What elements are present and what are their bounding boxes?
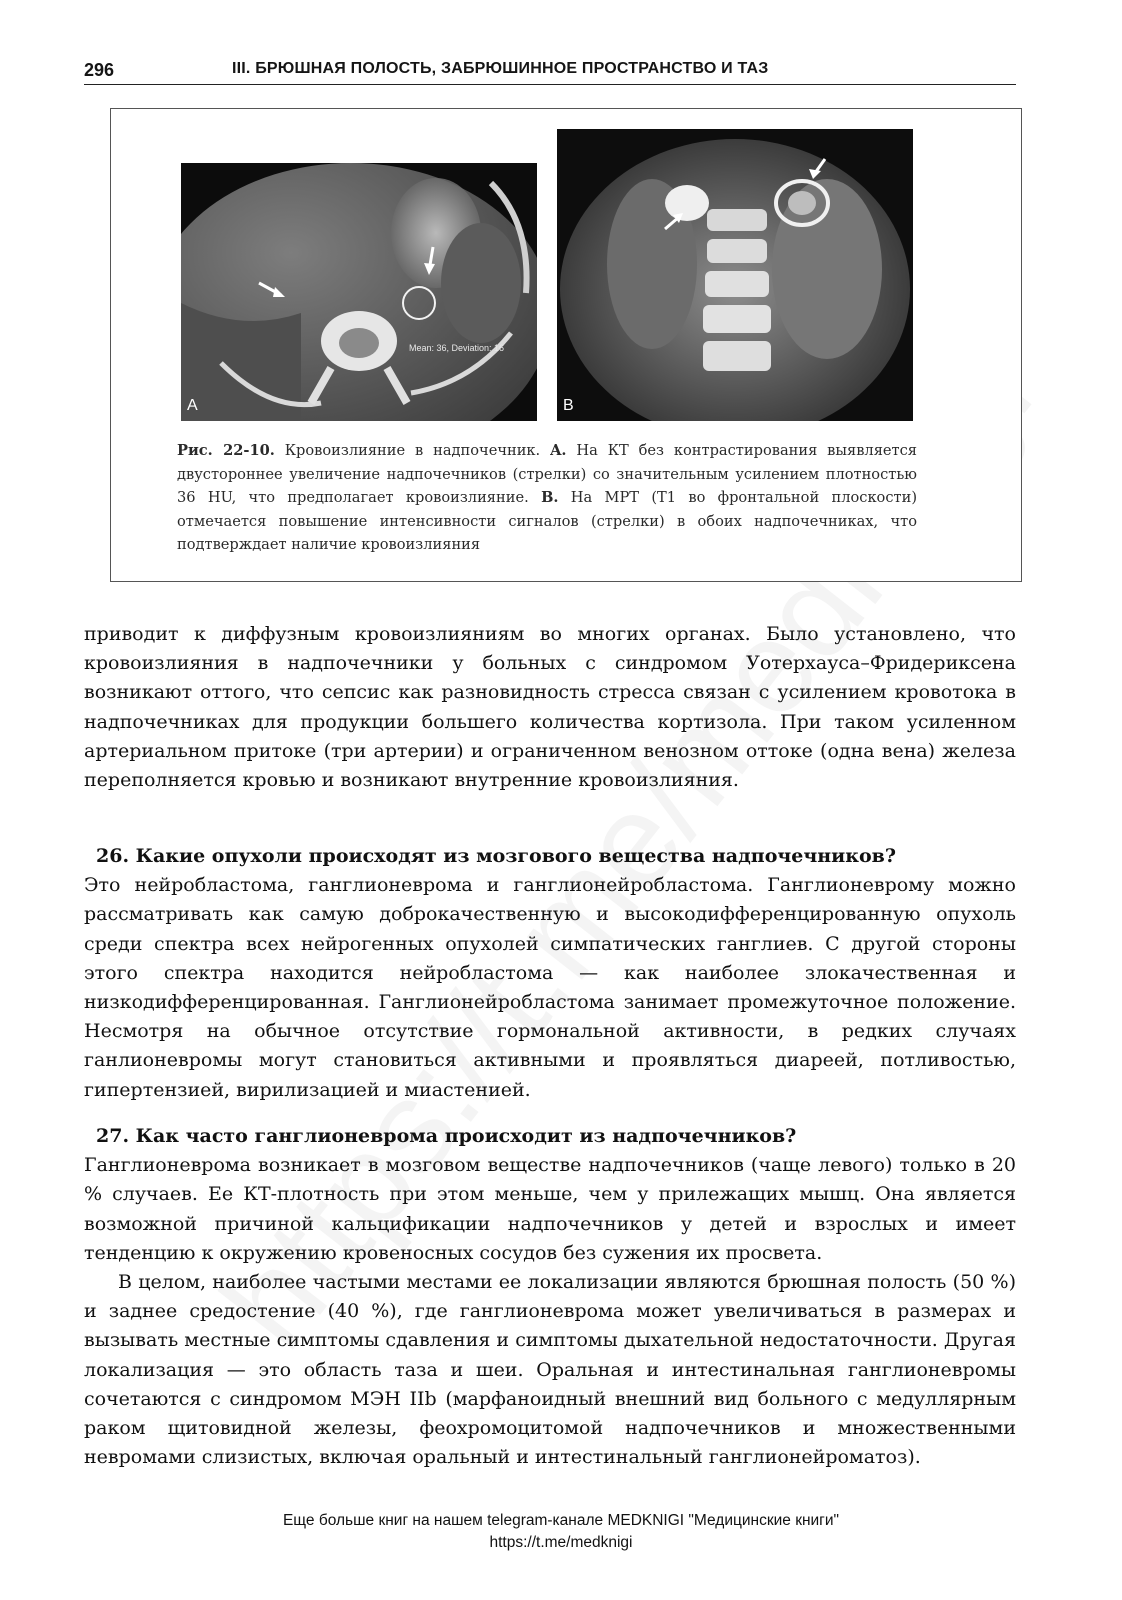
ct-measurement-label: Mean: 36, Deviation: 16 [409,343,505,353]
caption-a-marker: A. [550,442,567,459]
figure-22-10 [110,108,1022,582]
ct-scan-image [181,163,537,421]
paragraph-1: приводит к диффузным кровоизлияниям во многих органах. Было установлено, что кровоизлияния в надпочечники у больных с синдромом Уотерхауса–Фридериксена возникают оттого, что сепсис как разновидность стресса связан с усилением кровотока в надпочечниках для продукции большего количества кортизола. При таком усиленном артериальном притоке (три артерии) и ограниченном венозном оттоке (одна вена) железа переполняется кровью и возникают внутренние кровоизлияния. [84,623,1016,792]
question-27-heading: 27. Как часто ганглионеврома происходит из надпочечников? [96,1125,797,1147]
question-26-heading: 26. Какие опухоли происходят из мозгового вещества надпочечников? [96,845,896,867]
footer-link[interactable]: https://t.me/medknigi [489,1534,633,1551]
section-26 [84,842,1016,1105]
section-27 [84,1122,1016,1472]
answer-26: Это нейробластома, ганглионеврома и ганглионейробластома. Ганглионеврому можно рассматривать как самую доброкачественную и высокодифференцированную опухоль среди спектра всех нейрогенных опухолей симпатических ганглиев. С другой стороны этого спектра находится нейробластома — как наиболее злокачественная и низкодифференцированная. Ганглионейробластома занимает промежуточное положение. Несмотря на обычное отсутствие гормональной активности, в редких случаях ганлионевромы могут становиться активными и проявляться диареей, потливостью, гипертензией, вирилизацией и миастенией. [84,874,1016,1101]
caption-a-text: На КТ без контрастирования выявляется двустороннее увеличение надпочечников (стрелки) со значительным усилением плотностью 36 HU, что предполагает кровоизлияние. [177,442,918,506]
caption-title: Кровоизлияние в надпочечник. [284,442,541,459]
page-number: 296 [84,60,115,80]
caption-label: Рис. 22-10. [177,442,275,459]
page-footer [0,1510,1122,1554]
panel-b-label: B [563,397,574,414]
page-header [84,56,1016,85]
caption-b-marker: B. [541,489,559,506]
answer-27-paragraph-2: В целом, наиболее частыми местами ее локализации являются брюшная полость (50 %) и заднее средостение (40 %), где ганглионеврома может увеличиваться в размерах и вызывать местные симптомы сдавления и симптомы дыхательной недостаточности. Другая локализация — это область таза и шеи. Оральная и интестинальная ганглионевромы сочетаются с синдромом МЭН IIb (марфаноидный внешний вид больного с медуллярным раком щитовидной железы, феохромоцитомой надпочечников и множественными невромами слизистых, включая оральный и интестинальный ганглионейроматоз). [84,1271,1016,1469]
mri-scan-image [557,129,913,421]
running-head: III. БРЮШНАЯ ПОЛОСТЬ, ЗАБРЮШИННОЕ ПРОСТРАНСТВО И ТАЗ [232,60,769,77]
footer-promo-text: Еще больше книг на нашем telegram-канале MEDKNIGI "Медицинские книги" [282,1512,840,1529]
panel-a-label: A [187,397,198,414]
answer-27-paragraph-1: Ганглионеврома возникает в мозговом веществе надпочечников (чаще левого) только в 20 % случаев. Ее КТ-плотность при этом меньше, чем у прилежащих мышц. Она является возможной причиной кальцификации надпочечников у детей и взрослых и имеет тенденцию к окружению кровеносных сосудов без сужения их просвета. [84,1154,1016,1264]
figure-caption [177,439,917,557]
paragraph-continuation [84,620,1016,795]
caption-b-text: На МРТ (T1 во фронтальной плоскости) отмечается повышение интенсивности сигналов (стрелки) в обоих надпочечниках, что подтверждает наличие кровоизлияния [177,489,918,553]
